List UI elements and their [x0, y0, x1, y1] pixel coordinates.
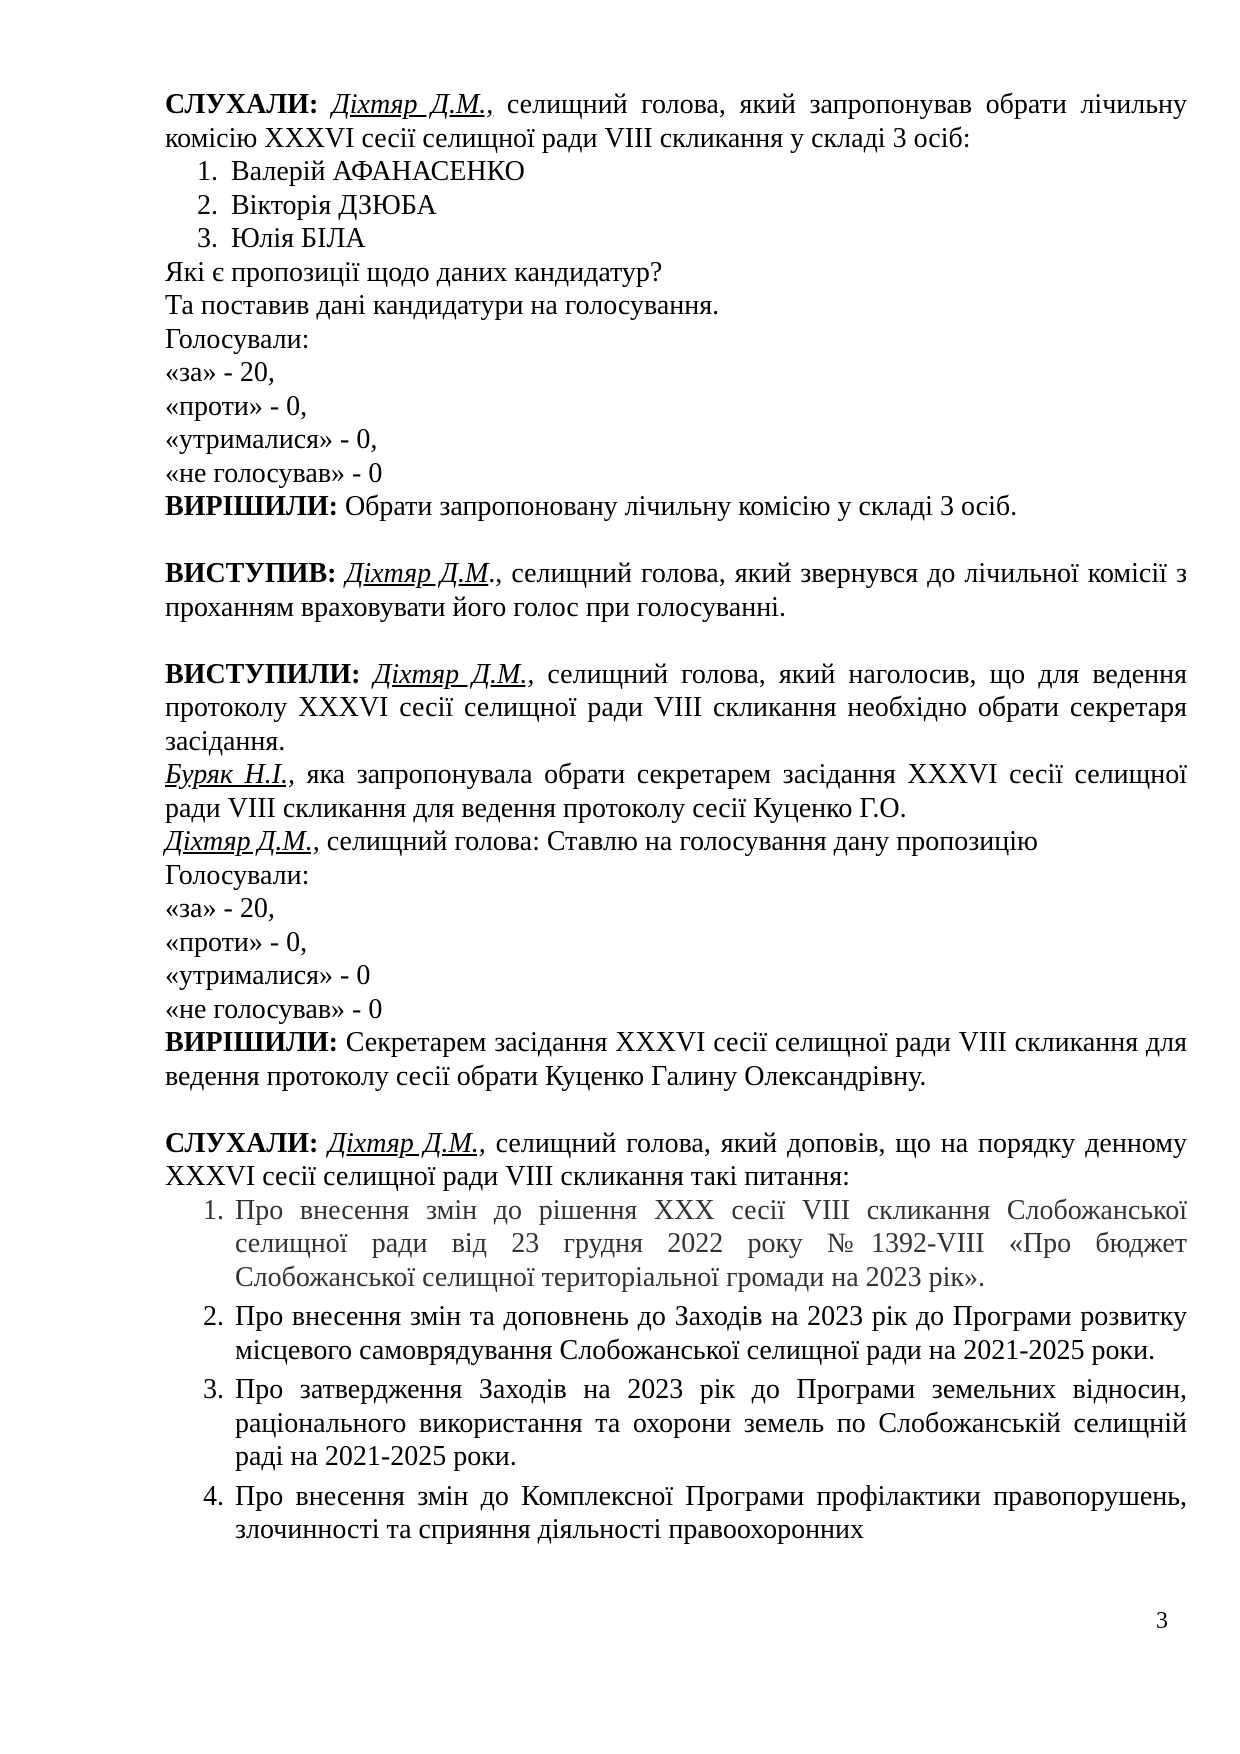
paragraph-text: селищний голова: Ставлю на голосування дану пропозицію — [319, 826, 1038, 857]
vote-not-voted: «не голосував» - 0 — [165, 993, 383, 1025]
put-to-vote-line: Та поставив дані кандидатури на голосування. — [165, 290, 720, 321]
decision-text: Обрати запропоновану лічильну комісію у складі 3 осіб. — [337, 491, 1018, 522]
vote-for: «за» - 20, — [165, 893, 275, 924]
agenda-item-text: Про затвердження Заходів на 2023 рік до Програми земельних відносин, раціонального використання та охорони земель по Слобожанській селищній раді на 2021-2025 роки. — [235, 1374, 1187, 1472]
decision-text: Секретарем засідання XXXVI сесії селищної ради VIII скликання для ведення протоколу сесії обрати Куценко Галину Олександрівну. — [165, 1027, 1187, 1092]
vote-abstained: «утрималися» - 0 — [165, 960, 371, 991]
paragraph-text: яка запропонувала обрати секретарем засідання XXXVI сесії селищної ради VIII скликання для ведення протоколу сесії Куценко Г.О. — [165, 759, 1187, 824]
spacer — [165, 524, 1187, 558]
member-name: Валерій АФАНАСЕНКО — [231, 156, 525, 187]
agenda-item-text: Про внесення змін до Комплексної Програми профілактики правопорушень, злочинності та сприяння діяльності правоохоронних — [235, 1480, 1187, 1545]
agenda-list — [165, 1194, 1187, 1547]
speaker-name: Діхтяр Д.М., — [328, 1127, 486, 1159]
member-name: Юлія БІЛА — [231, 223, 366, 254]
paragraph-text: селищний голова, який наголосив, що для ведення протоколу XXXVI сесії селищної ради VIII скликання необхідно обрати секретаря засідання. — [165, 658, 1188, 757]
paragraph-text: селищний голова, який запропонував обрати лічильну комісію XXXVI сесії селищної ради VIII скликання у складі 3 осіб: — [165, 89, 1187, 154]
spacer — [165, 1093, 1187, 1127]
heard-label: СЛУХАЛИ: — [165, 89, 319, 120]
question-line: Які є пропозиції щодо даних кандидатур? — [165, 256, 663, 288]
agenda-item — [165, 1194, 1187, 1295]
proposal-paragraph — [165, 758, 1187, 825]
vote-for: «за» - 20, — [165, 357, 275, 388]
spoke-paragraph — [165, 557, 1187, 624]
speaker-name: Діхтяр Д.М., — [165, 826, 320, 857]
decided-label: ВИРІШИЛИ: — [165, 491, 338, 522]
list-number: 3. — [197, 223, 218, 254]
agenda-intro-paragraph — [165, 1127, 1187, 1194]
paragraph-text: ., селищний голова, який звернувся до лічильної комісії з проханням враховувати його голос при голосуванні. — [165, 558, 1188, 623]
list-item — [165, 155, 1187, 189]
spacer — [165, 624, 1187, 658]
heard-label: СЛУХАЛИ: — [165, 1127, 319, 1159]
paragraph-text: селищний голова, який доповів, що на порядку денному XXXVI сесії селищної ради VIII скликання такі питання: — [165, 1127, 1187, 1192]
member-name: Вікторія ДЗЮБА — [231, 189, 437, 221]
agenda-item — [165, 1300, 1187, 1367]
voted-label: Голосували: — [165, 323, 310, 355]
vote-against: «проти» - 0, — [165, 390, 308, 422]
speaker-name: Діхтяр Д.М., — [373, 658, 535, 690]
agenda-item — [165, 1480, 1187, 1547]
counting-commission-paragraph — [165, 88, 1187, 155]
list-number: 2. — [197, 189, 218, 221]
decided-label: ВИРІШИЛИ: — [165, 1027, 338, 1058]
decision-paragraph — [165, 1026, 1187, 1093]
agenda-item-text: Про внесення змін до рішення XXX сесії VIII скликання Слобожанської селищної ради від 23 грудня 2022 року №1392-VIII «Про бюджет Слобожанської селищної територіальної громади на 2023 рік». — [235, 1194, 1187, 1293]
vote-not-voted: «не голосував» - 0 — [165, 457, 383, 489]
vote-against: «проти» - 0, — [165, 926, 308, 958]
list-item — [165, 222, 1187, 256]
list-number: 4. — [203, 1480, 224, 1512]
commission-members-list — [165, 155, 1187, 256]
speaker-name: Буряк Н.І., — [165, 759, 296, 790]
spoke-label: ВИСТУПИЛИ: — [165, 658, 361, 690]
list-number: 2. — [203, 1301, 224, 1332]
list-item — [165, 189, 1187, 223]
vote-abstained: «утрималися» - 0, — [165, 424, 378, 455]
agenda-item — [165, 1373, 1187, 1474]
secretary-paragraph — [165, 658, 1187, 759]
voted-label: Голосували: — [165, 859, 310, 891]
document-page — [165, 88, 1187, 1553]
chair-paragraph — [165, 825, 1187, 859]
list-number: 1. — [203, 1194, 224, 1226]
speaker-name: Діхтяр Д.М — [345, 558, 489, 589]
list-number: 3. — [203, 1374, 224, 1405]
agenda-item-text: Про внесення змін та доповнень до Заходів на 2023 рік до Програми розвитку місцевого самоврядування Слобожанської селищної ради на 2021-2025 роки. — [235, 1301, 1187, 1366]
page-number: 3 — [1156, 1608, 1168, 1634]
list-number: 1. — [197, 156, 218, 187]
speaker-name: Діхтяр Д.М., — [331, 89, 494, 120]
decision-paragraph — [165, 490, 1187, 524]
spoke-label: ВИСТУПИВ: — [165, 558, 337, 589]
